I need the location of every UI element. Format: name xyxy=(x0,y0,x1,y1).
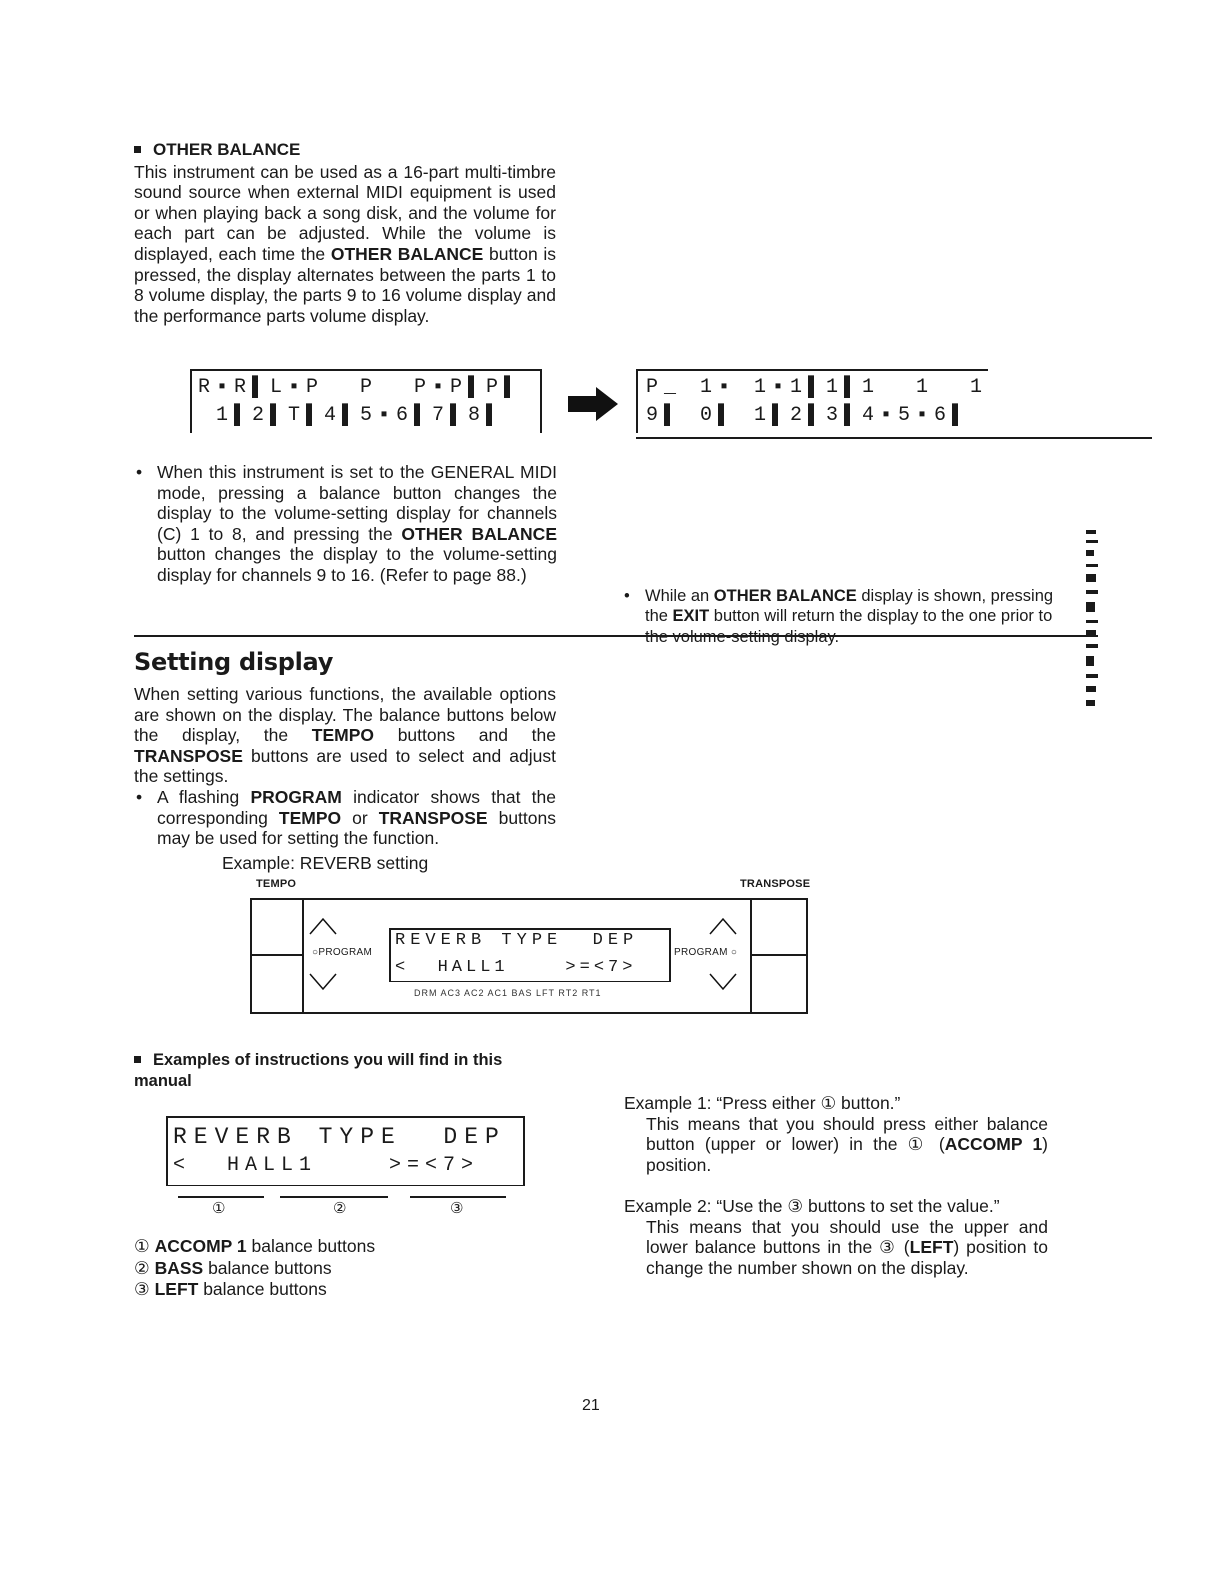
section-heading: OTHER BALANCE xyxy=(134,140,556,161)
tempo-label: TEMPO xyxy=(256,878,297,890)
example-1: Example 1: “Press either ① button.” This means that you should press either balance button (upper or lower) in the ① (ACCOMP 1) position. xyxy=(624,1093,1048,1175)
transpose-up-icon[interactable] xyxy=(708,916,738,936)
lcd-display-parts-9-16 xyxy=(636,369,1152,439)
legend-item-1: ① ACCOMP 1 balance buttons xyxy=(134,1236,376,1257)
lcd-display-parts-1-8 xyxy=(190,369,542,435)
page-number: 21 xyxy=(582,1397,600,1414)
reverb-lcd-line-1: REVERB TYPE DEP xyxy=(395,931,639,950)
legend-item-3: ③ LEFT balance buttons xyxy=(134,1279,327,1301)
other-balance-body: This instrument can be used as a 16-part multi-timbre sound source when external MIDI equipment is used or when playing back a song disk, and the volume for each part can be adjusted. While the volume is displayed, each time the OTHER BALANCE button is pressed, the display alternates between the parts 1 to 8 volume display, the parts 9 to 16 volume display and the performance parts volume display. xyxy=(134,161,556,326)
square-bullet-icon xyxy=(134,1056,141,1063)
example-lcd-line-2: < HALL1 >=<7> xyxy=(173,1154,480,1177)
tempo-up-icon[interactable] xyxy=(308,916,338,936)
marker-legend xyxy=(134,1236,494,1301)
lcd-line-2: 9▌ 0▌ 1▌2▌3▌4▪5▪6▌ xyxy=(646,404,971,427)
example-label: Example: REVERB setting xyxy=(222,853,429,873)
other-balance-section xyxy=(134,140,556,326)
arrow-right-icon xyxy=(568,387,620,421)
note-general-midi: • When this instrument is set to the GENERAL MIDI mode, pressing a balance button changes the display to the volume-setting display for channels (C) 1 to 8, and pressing the OTHER BALANCE button changes the display to the volume-setting display for channels 9 to 16. (Refer to page 88.) xyxy=(134,462,557,586)
led-icon: ○ xyxy=(312,947,319,958)
lcd-line-1: P_ 1▪ 1▪1▌1▌1 1 1 xyxy=(646,376,989,399)
example-lcd-line-1: REVERB TYPE DEP xyxy=(173,1124,506,1150)
marker-1: ① xyxy=(212,1199,226,1217)
example-lcd xyxy=(166,1116,526,1188)
panel-diagram xyxy=(250,876,810,1016)
square-bullet-icon xyxy=(134,146,141,153)
channel-labels: DRM AC3 AC2 AC1 BAS LFT RT2 RT1 xyxy=(414,988,602,998)
page-title: Setting display xyxy=(134,648,334,676)
tempo-button-divider xyxy=(250,954,304,956)
note-exit-button: • While an OTHER BALANCE display is shown, pressing the EXIT button will return the display to the one prior to xyxy=(622,586,1070,648)
lcd-line-2: 1▌2▌T▌4▌5▪6▌7▌8▌ xyxy=(198,404,505,427)
transpose-button-divider xyxy=(750,954,808,956)
section-divider xyxy=(134,635,1098,637)
program-indicator-left: ○PROGRAM xyxy=(312,947,373,958)
reverb-lcd-line-2: < HALL1 >=<7> xyxy=(395,958,637,977)
edge-scan-marks xyxy=(1086,530,1100,710)
setting-display-body: When setting various functions, the available options are shown on the display. The balance buttons below the display, the TEMPO buttons and the TRANSPOSE buttons are used to select and adjust the settings. • A flashing PROGRAM indicator shows that the corresponding TEMPO or TRANSPOSE buttons may be used for setting the function. xyxy=(134,684,556,849)
program-indicator-right: PROGRAM ○ xyxy=(674,947,738,958)
legend-item-2: ② BASS balance buttons xyxy=(134,1257,332,1279)
led-icon: ○ xyxy=(727,947,738,958)
transpose-label: TRANSPOSE xyxy=(740,878,811,890)
marker-2: ② xyxy=(333,1199,347,1217)
examples-heading: Examples of instructions you will find in this manual xyxy=(134,1051,503,1090)
marker-3: ③ xyxy=(450,1199,464,1217)
transpose-down-icon[interactable] xyxy=(708,972,738,992)
lcd-line-1: R▪R▌L▪P P P▪P▌P▌ xyxy=(198,376,523,399)
example-2: Example 2: “Use the ③ buttons to set the value.” This means that you should use the upper and lower balance buttons in the ③ (LEFT) position to change the number shown on the display. xyxy=(624,1196,1048,1278)
tempo-down-icon[interactable] xyxy=(308,972,338,992)
